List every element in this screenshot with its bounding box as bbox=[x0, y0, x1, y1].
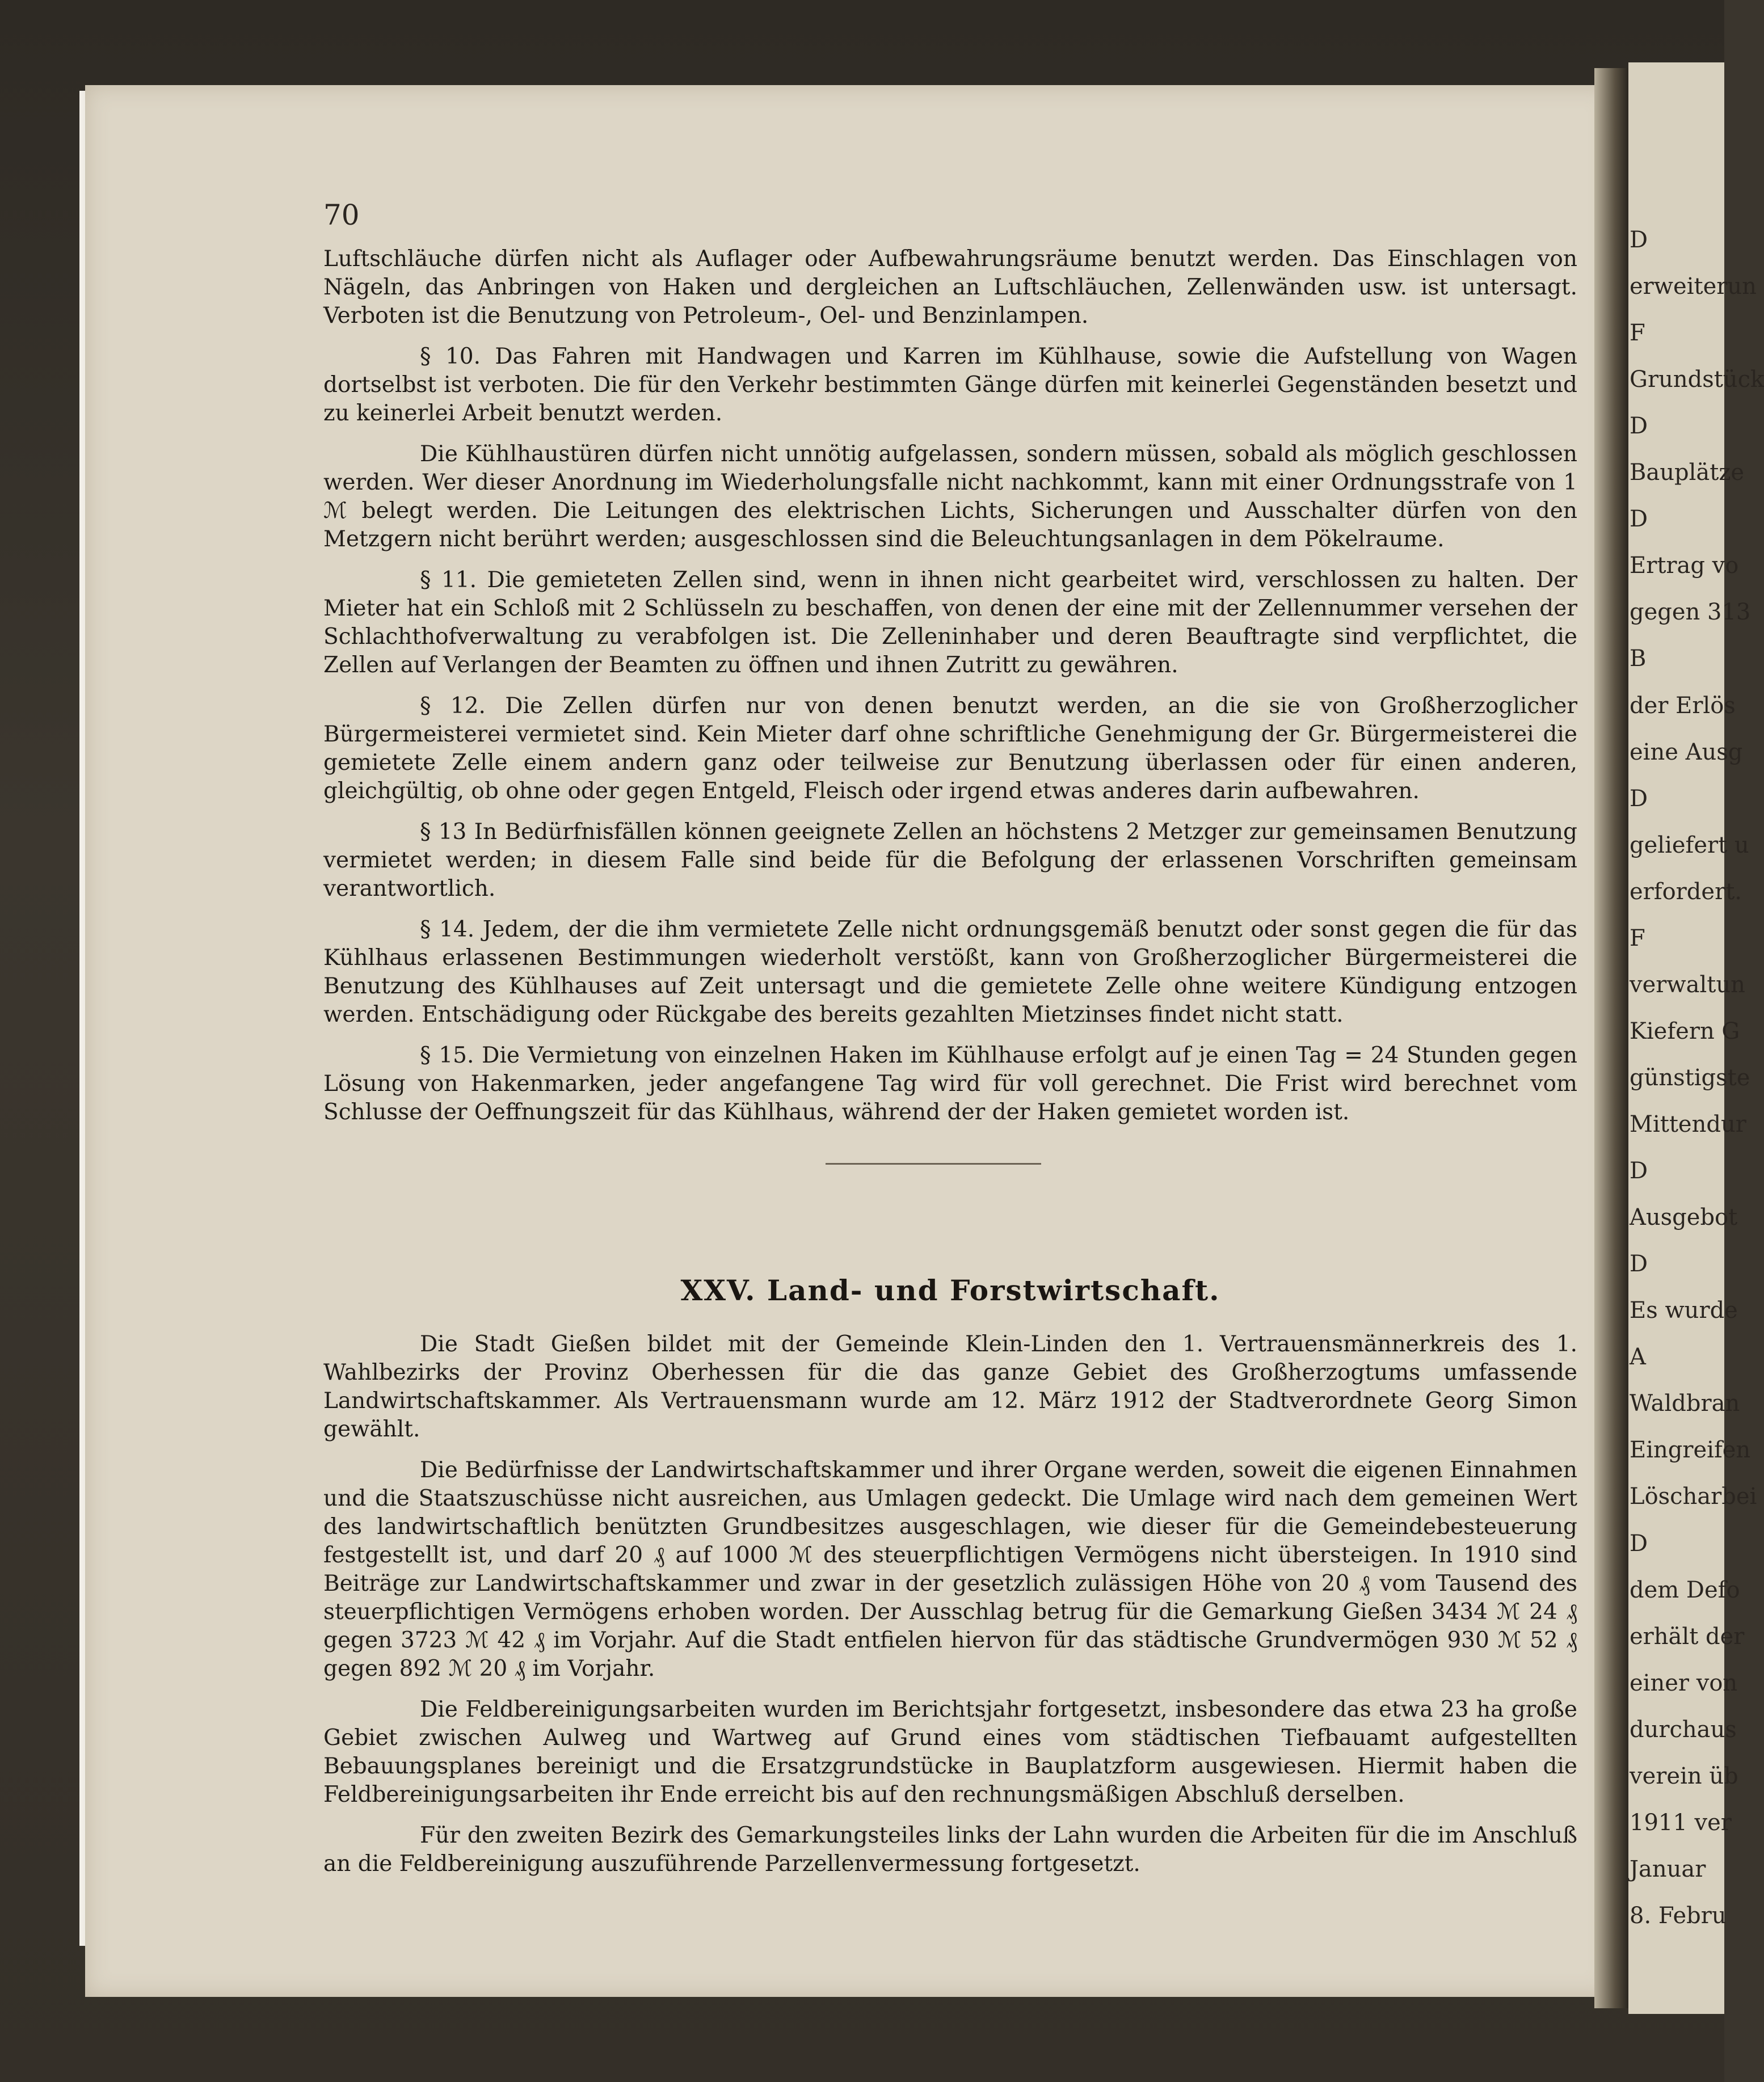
adjacent-page-line: Waldbran bbox=[1630, 1390, 1740, 1417]
adjacent-page-line: durchaus bbox=[1630, 1716, 1737, 1743]
paragraph: § 11. Die gemieteten Zellen sind, wenn in ihnen nicht gearbeitet wird, verschlossen zu halten. Der Mieter hat ein Schloß mit 2 Schlüsseln zu beschaffen, von denen der eine mit der Zellennummer versehen der Schlachthofverwaltung zu verabfolgen ist. Die Zelleninhaber und deren Beauftragte sind verpflichtet, die Zellen auf Verlangen der Beamten zu öffnen und ihnen Zutritt zu gewähren. bbox=[323, 567, 1577, 678]
adjacent-page-line: 8. Febru bbox=[1630, 1902, 1727, 1929]
adjacent-page-line: eine Ausg bbox=[1630, 739, 1743, 765]
book-gutter bbox=[1594, 68, 1628, 2008]
adjacent-page-line: D bbox=[1630, 506, 1648, 533]
adjacent-page-line: erhält der bbox=[1630, 1623, 1745, 1650]
adjacent-page-line: verein üb bbox=[1630, 1763, 1738, 1789]
adjacent-page-line: A bbox=[1630, 1344, 1646, 1371]
adjacent-page-line: erfordert. bbox=[1630, 878, 1742, 905]
section-divider bbox=[826, 1163, 1041, 1165]
adjacent-page-line: einer von bbox=[1630, 1670, 1738, 1696]
adjacent-page-line: 1911 ver bbox=[1630, 1809, 1732, 1836]
paragraph: Die Bedürfnisse der Landwirtschaftskammer und ihrer Organe werden, soweit die eigenen Einnahmen und die Staatszuschüsse nicht ausreichen, aus Umlagen gedeckt. Die Umlage wird nach dem gemeinen Wert des landwirtschaftlich benützten Grundbesitzes ausgeschlagen, wie dieser für die Gemeindebesteuerung festgestellt ist, und darf 20 ₰ auf 1000 ℳ des steuerpflichtigen Vermögens nicht übersteigen. In 1910 sind Beiträge zur Landwirtschaftskammer und zwar in der gesetzlich zulässigen Höhe von 20 ₰ vom Tausend des steuerpflichtigen Vermögens erhoben worden. Der Ausschlag betrug für die Gemarkung Gießen 3434 ℳ 24 ₰ gegen 3723 ℳ 42 ₰ im Vorjahr. Auf die Stadt entfielen hiervon für das städtische Grundvermögen 930 ℳ 52 ₰ gegen 892 ℳ 20 ₰ im Vorjahr. bbox=[323, 1457, 1577, 1681]
paragraph: § 10. Das Fahren mit Handwagen und Karren im Kühlhause, sowie die Aufstellung von Wagen dortselbst ist verboten. Die für den Verkehr bestimmten Gänge dürfen mit keinerlei Gegenständen besetzt und zu keinerlei Arbeit benutzt werden. bbox=[323, 344, 1577, 426]
regulations-text bbox=[323, 245, 1577, 1139]
section-heading: XXV. Land- und Forstwirtschaft. bbox=[680, 1274, 1220, 1307]
adjacent-page-fragment bbox=[1628, 62, 1764, 2014]
adjacent-page-line: Januar bbox=[1630, 1856, 1706, 1882]
page-number: 70 bbox=[323, 199, 360, 231]
paragraph: § 15. Die Vermietung von einzelnen Haken im Kühlhause erfolgt auf je einen Tag = 24 Stunden gegen Lösung von Hakenmarken, jeder angefangene Tag wird für voll gerechnet. Die Frist wird berechnet vom Schlusse der Oeffnungszeit für das Kühlhaus, während der der Haken gemietet worden ist. bbox=[323, 1043, 1577, 1125]
adjacent-page-line: Grundstück bbox=[1630, 366, 1764, 393]
agriculture-section-text bbox=[323, 1330, 1577, 1891]
adjacent-page-line: B bbox=[1630, 646, 1647, 672]
adjacent-page-line: Eingreifen bbox=[1630, 1437, 1751, 1464]
paragraph: Die Stadt Gießen bildet mit der Gemeinde Klein-Linden den 1. Vertrauensmännerkreis des 1. Wahlbezirks der Provinz Oberhessen für die das ganze Gebiet des Großherzogtums umfassende Landwirtschaftskammer. Als Vertrauensmann wurde am 12. März 1912 der Stadtverordnete Georg Simon gewählt. bbox=[323, 1331, 1577, 1442]
adjacent-page-line: dem Defo bbox=[1630, 1577, 1740, 1603]
paragraph: Luftschläuche dürfen nicht als Auflager oder Aufbewahrungsräume benutzt werden. Das Einschlagen von Nägeln, das Anbringen von Haken und dergleichen an Luftschläuchen, Zellenwänden usw. ist untersagt. Verboten ist die Benutzung von Petroleum-, Oel- und Benzinlampen. bbox=[323, 246, 1577, 328]
adjacent-page-line: günstigste bbox=[1630, 1064, 1750, 1091]
paragraph: Die Kühlhaustüren dürfen nicht unnötig aufgelassen, sondern müssen, sobald als möglich geschlossen werden. Wer dieser Anordnung im Wiederholungsfalle nicht nachkommt, kann mit einer Ordnungsstrafe von 1 ℳ belegt werden. Die Leitungen des elektrischen Lichts, Sicherungen und Ausschalter dürfen von den Metzgern nicht berührt werden; ausgeschlossen sind die Beleuchtungsanlagen in dem Pökelraume. bbox=[323, 441, 1577, 552]
adjacent-page-line: erweiterun bbox=[1630, 273, 1757, 300]
adjacent-page-line: D bbox=[1630, 1158, 1648, 1185]
paragraph: § 14. Jedem, der die ihm vermietete Zelle nicht ordnungsgemäß benutzt oder sonst gegen die für das Kühlhaus erlassenen Bestimmungen wiederholt verstößt, kann von Großherzoglicher Bürgermeisterei die Benutzung des Kühlhauses auf Zeit untersagt und die gemietete Zelle ohne weitere Kündigung entzogen werden. Entschädigung oder Rückgabe des bereits gezahlten Mietzinses findet nicht statt. bbox=[323, 917, 1577, 1027]
adjacent-page-line: Es wurde bbox=[1630, 1297, 1738, 1324]
adjacent-page-line: D bbox=[1630, 413, 1648, 440]
adjacent-page-line: D bbox=[1630, 785, 1648, 812]
adjacent-page-line: D bbox=[1630, 227, 1648, 253]
adjacent-page-line: F bbox=[1630, 925, 1645, 951]
adjacent-page-line: Löscharbei bbox=[1630, 1483, 1757, 1510]
adjacent-page-line: D bbox=[1630, 1530, 1648, 1557]
adjacent-page-line: Bauplätze bbox=[1630, 460, 1745, 486]
adjacent-page-line: F bbox=[1630, 320, 1645, 347]
adjacent-page-line: gegen 313 bbox=[1630, 599, 1751, 626]
paragraph: § 13 In Bedürfnisfällen können geeignete Zellen an höchstens 2 Metzger zur gemeinsamen Benutzung vermietet werden; in diesem Falle sind beide für die Befolgung der erlassenen Vorschriften gemeinsam verantwortlich. bbox=[323, 819, 1577, 901]
adjacent-page-line: geliefert u bbox=[1630, 832, 1749, 858]
adjacent-page-line: der Erlös bbox=[1630, 692, 1736, 719]
paragraph: Die Feldbereinigungsarbeiten wurden im Berichtsjahr fortgesetzt, insbesondere das etwa 23 ha große Gebiet zwischen Aulweg und Wartweg auf Grund eines vom städtischen Tiefbauamt aufgestellten Bebauungsplanes bereinigt und die Ersatzgrundstücke in Bauplatzform ausgewiesen. Hiermit haben die Feldbereinigungsarbeiten ihr Ende erreicht bis auf den rechnungsmäßigen Abschluß derselben. bbox=[323, 1697, 1577, 1807]
adjacent-page-line: Mittendur bbox=[1630, 1111, 1746, 1138]
adjacent-page-line: D bbox=[1630, 1251, 1648, 1278]
adjacent-page-line: Ertrag vo bbox=[1630, 553, 1739, 579]
adjacent-page-line: verwaltun bbox=[1630, 971, 1745, 998]
paragraph: Für den zweiten Bezirk des Gemarkungsteiles links der Lahn wurden die Arbeiten für die im Anschluß an die Feldbereinigung auszuführende Parzellenvermessung fortgesetzt. bbox=[323, 1823, 1577, 1877]
paragraph: § 12. Die Zellen dürfen nur von denen benutzt werden, an die sie von Großherzoglicher Bürgermeisterei vermietet sind. Kein Mieter darf ohne schriftliche Genehmigung der Gr. Bürgermeisterei die gemietete Zelle einem andern ganz oder teilweise zur Benutzung überlassen oder für einen anderen, gleichgültig, ob ohne oder gegen Entgeld, Fleisch oder irgend etwas anderes darin aufbewahren. bbox=[323, 693, 1577, 804]
adjacent-page-line: Ausgebot bbox=[1630, 1204, 1738, 1231]
adjacent-page-line: Kiefern G bbox=[1630, 1018, 1740, 1044]
